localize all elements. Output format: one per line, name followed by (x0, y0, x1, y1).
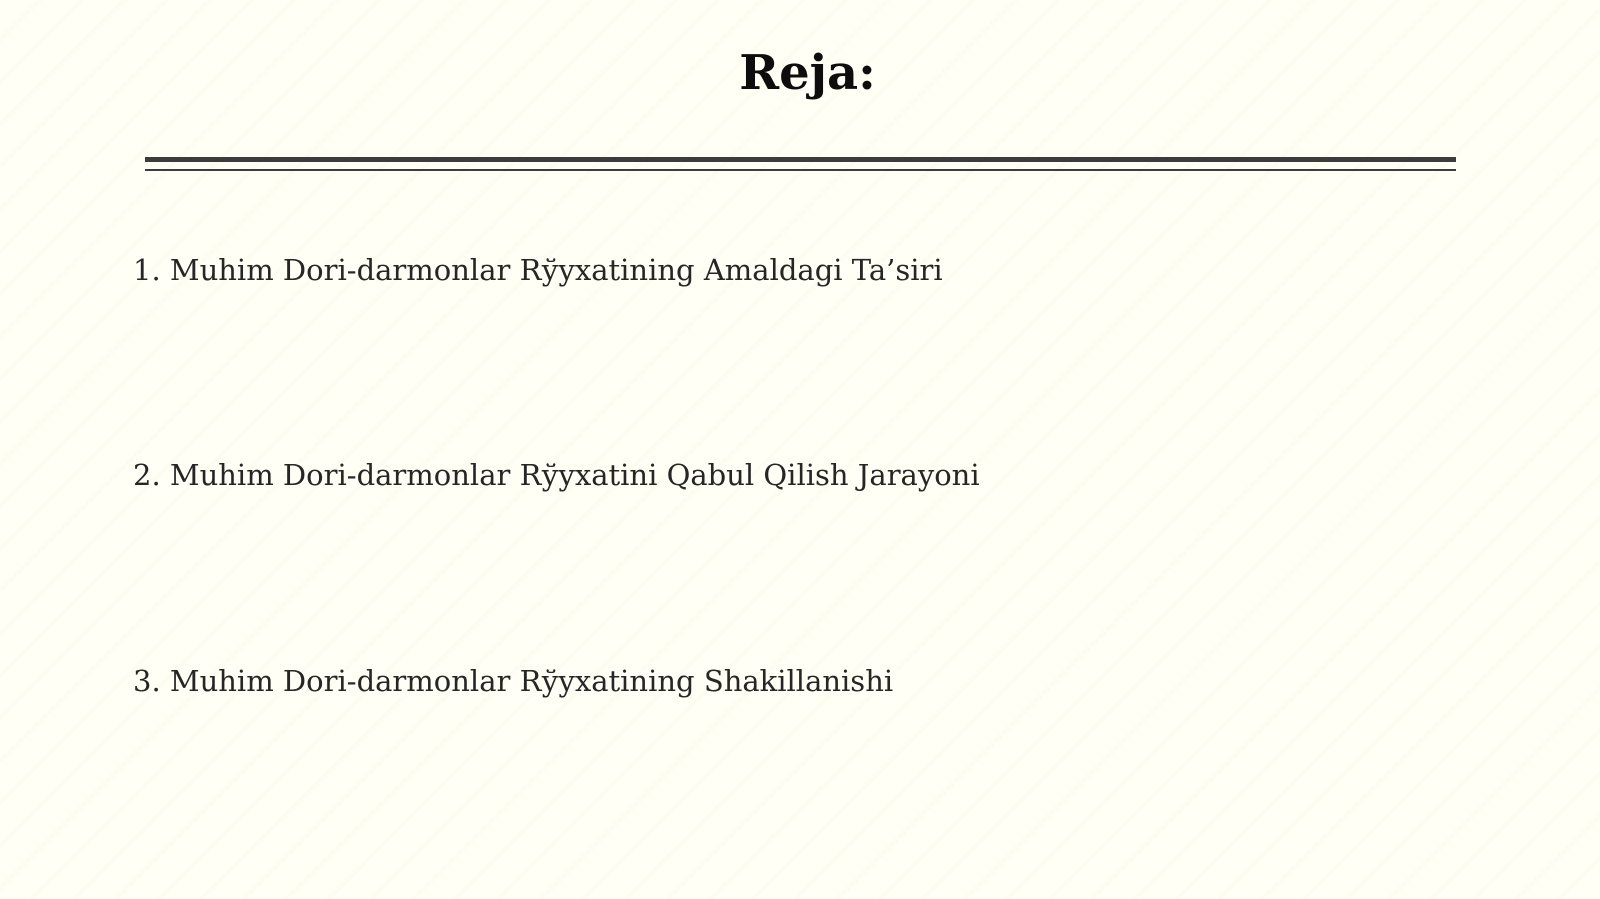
title-divider-thick (145, 157, 1456, 162)
plan-item-1: 1. Muhim Dori-darmonlar Rўyxatining Amaldagi Ta’siri (133, 253, 943, 287)
plan-item-2: 2. Muhim Dori-darmonlar Rўyxatini Qabul Qilish Jarayoni (133, 458, 980, 492)
title-divider-thin (145, 169, 1456, 171)
plan-item-3: 3. Muhim Dori-darmonlar Rўyxatining Shakillanishi (133, 664, 894, 698)
slide-title: Reja: (739, 45, 876, 101)
